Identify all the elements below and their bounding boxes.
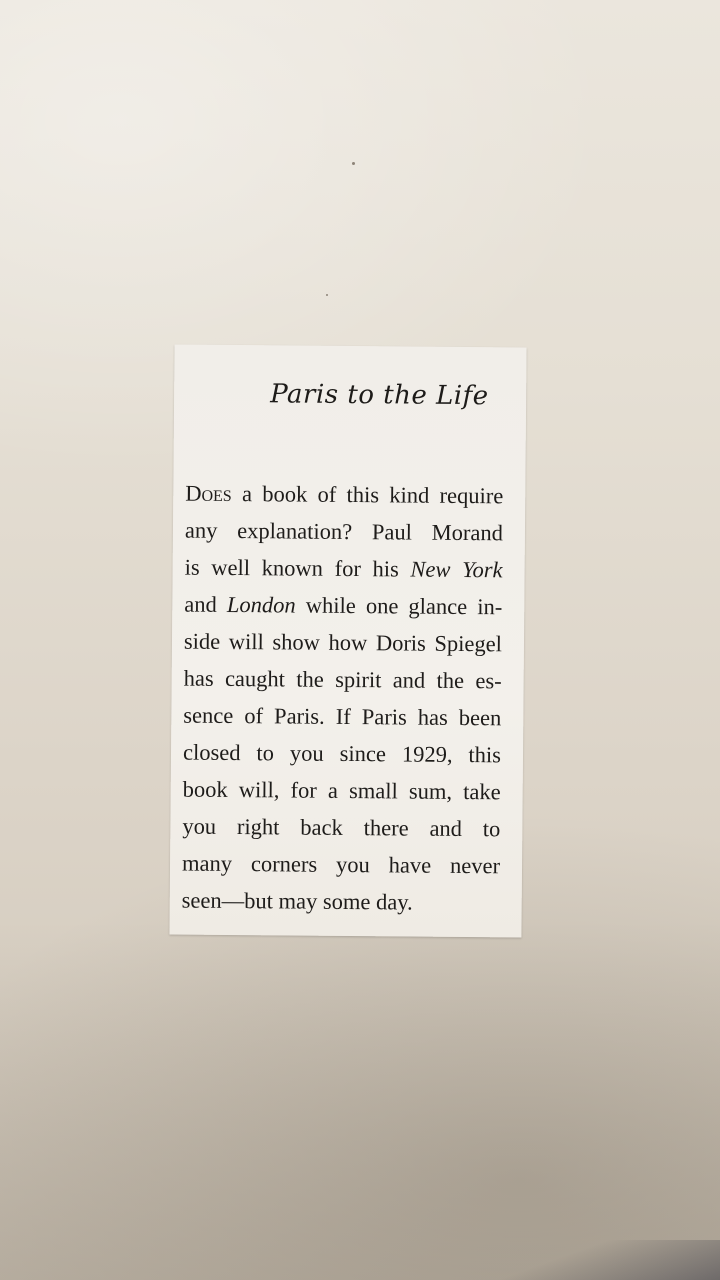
body-line-4 — [184, 586, 502, 626]
body-line-4-post: while one glance in- — [295, 592, 503, 620]
background-surface — [0, 920, 720, 1280]
body-line-10: you right back there and to — [182, 813, 501, 842]
body-line-3 — [184, 549, 502, 589]
book-title-london: London — [226, 591, 296, 618]
drop-word: Does — [185, 480, 232, 506]
body-line-1 — [185, 475, 503, 515]
body-line-7: sence of Paris. If Paris has been — [183, 702, 502, 731]
background-corner — [460, 1240, 720, 1280]
book-description-clipping — [169, 344, 526, 937]
clipping-body — [182, 475, 504, 922]
body-line-8: closed to you since 1929, this — [182, 739, 502, 768]
body-line-11: many corners you have never — [181, 850, 501, 879]
book-title-new-york: New York — [410, 556, 503, 583]
body-line-12: seen—but may some day. — [181, 887, 413, 915]
body-line-5: side will show how Doris Spiegel — [183, 628, 503, 657]
body-line-2: any explanation? Paul Morand — [184, 517, 504, 546]
body-line-4-pre: and — [184, 591, 228, 617]
body-line-6: has caught the spirit and the es- — [183, 665, 502, 694]
paper-speck — [352, 162, 355, 165]
paper-speck — [326, 294, 328, 296]
body-line-1-rest: a book of this kind require — [231, 480, 504, 509]
clipping-title: Paris to the Life — [270, 379, 489, 412]
body-line-9: book will, for a small sum, take — [182, 776, 501, 805]
body-line-3-pre: is well known for his — [184, 554, 411, 582]
